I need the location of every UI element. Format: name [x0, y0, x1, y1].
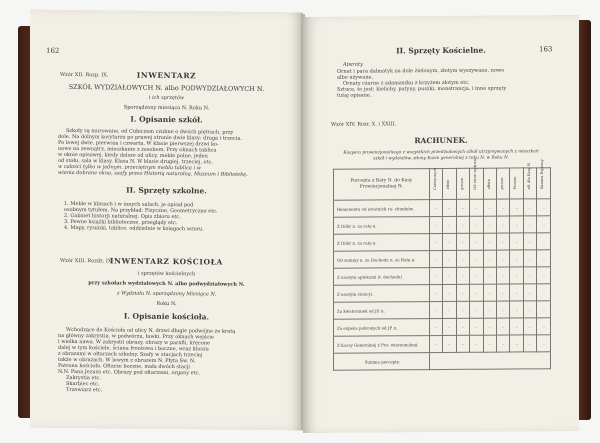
table-cell: .. — [510, 284, 523, 301]
table-cell: .. — [456, 318, 469, 335]
page-number-left: 162 — [46, 46, 60, 55]
row-label: Za expens pobranych od JP. n. — [334, 319, 430, 337]
table-cell: .. — [429, 335, 442, 352]
column-header: złł. dla Kasy N. — [523, 168, 536, 199]
table-cell: .. — [456, 199, 469, 216]
table-cell: .. — [470, 284, 483, 301]
table-cell: .. — [537, 199, 551, 216]
total-label: Summa percepty. — [334, 353, 430, 371]
inventory-subtitle: SZKÓŁ WYDZIAŁOWYCH N. albo PODWYDZIAŁOWYCH N. — [68, 82, 265, 94]
column-header: Prowiz. — [510, 168, 523, 199]
section-heading: II. Sprzęty szkolne. — [126, 185, 207, 196]
table-row — [334, 335, 551, 354]
table-cell: .. — [537, 301, 551, 318]
left-page — [30, 10, 303, 431]
table-cell: .. — [510, 301, 523, 318]
section-heading: I. Opisanie szkół. — [130, 114, 203, 125]
table-cell: .. — [443, 301, 456, 318]
paragraph-line: Po lewej dwie, pierwsza i czwarta. W klasie pierwszej drzwi ko- — [58, 139, 219, 148]
inventory-subtitle-2: i ich sprzętów — [148, 94, 185, 102]
table-row — [334, 216, 551, 235]
row-label: Z naszym aptekami (r. dochodu) — [334, 268, 430, 286]
church-subtitle-2: przy szkołach wydziałowych N. albo podwydziałowych N. — [88, 280, 245, 288]
total-cells — [429, 352, 550, 370]
table-cell: .. — [483, 250, 496, 267]
form-reference: Wzór XII. Rozp. IX. — [60, 71, 109, 79]
paragraph-line: Trzewiarz etc. — [66, 386, 103, 394]
church-inventory-title: INWENTARZ KOŚCIOŁA — [110, 256, 223, 267]
table-cell: .. — [496, 233, 509, 250]
paragraph-line: dalej w tym kościele, ściana frontowa i boczne, wraz kloszu — [58, 344, 209, 353]
row-label: Z Kassy Generalnej z Pro- wincyonalnej. — [334, 336, 430, 354]
table-cell: .. — [456, 250, 469, 267]
table-cell: .. — [429, 267, 442, 284]
column-header: Czerwonych — [429, 168, 442, 199]
paragraph-line: z obrazami w ołtarzach szkolny. Szafy w stacjach trzeciej — [58, 350, 203, 359]
inventory-title: INWENTARZ — [136, 70, 197, 81]
table-cell: .. — [537, 318, 551, 335]
table-cell: .. — [483, 233, 496, 250]
table-cell: .. — [443, 250, 456, 267]
caption-line: Kasyera prowincjonalnego z wszystkich przedziałowych szkół utrzymywanych z mieszkań — [343, 149, 539, 156]
table-cell: .. — [537, 233, 551, 250]
table-cell: .. — [470, 199, 483, 216]
church-year: Roku N. — [156, 300, 177, 308]
table-cell: .. — [496, 301, 509, 318]
table-cell: .. — [483, 301, 496, 318]
paragraph-line: Ornat i para dalmatyk na dole zielonym, złotym wyszywane, nowo — [337, 67, 505, 75]
table-cell: .. — [510, 318, 523, 335]
table-cell: .. — [523, 267, 536, 284]
column-header: Od stron wpływu — [470, 168, 483, 199]
table-cell: .. — [483, 216, 496, 233]
paragraph-line: także w obrazach. W lewym z obrazem N. Płyta Św. N. — [58, 356, 196, 365]
column-header: złłote — [443, 168, 456, 199]
table-cell: .. — [523, 233, 536, 250]
table-total-row — [334, 352, 551, 371]
table-cell: .. — [496, 267, 509, 284]
table-cell: .. — [510, 335, 523, 352]
column-header: Summa Expensy — [537, 168, 551, 199]
table-cell: .. — [429, 216, 442, 233]
paragraph-line: w oknie opisowej, kiedy dalsze od ulicy, meble polne, jeden — [58, 151, 208, 160]
section-heading: II. Sprzęty Kościelne. — [396, 45, 486, 56]
paragraph-line: dole. Na dolnym korytarzu po prawej stronie dwie klasy: druga i trzecia. — [58, 133, 242, 142]
table-cell: .. — [443, 318, 456, 335]
table-cell: .. — [470, 318, 483, 335]
table-cell: .. — [429, 284, 442, 301]
table-row — [334, 267, 551, 286]
table-cell: .. — [470, 335, 483, 352]
paragraph-line: Ornaty czarne z adamaszku z krzyżem złotym etc. — [343, 79, 470, 87]
table-cell: .. — [443, 267, 456, 284]
table-cell: .. — [523, 318, 536, 335]
table-row — [334, 301, 551, 320]
table-cell: .. — [470, 267, 483, 284]
inventory-made: Sporządzony miesiąca N. Roku N. — [123, 104, 210, 112]
list-item: 3. Pewne książki biblioteczne, przeglądy etc. — [64, 218, 178, 227]
table-cell: .. — [496, 250, 509, 267]
row-label: Z Dóbr n. za ratę n. — [334, 217, 430, 235]
table-cell: .. — [456, 216, 469, 233]
form-reference-2: Wzór XIII. Rozdz. IX. — [60, 257, 113, 265]
open-book — [18, 4, 591, 432]
table-cell: .. — [443, 284, 456, 301]
table-cell: .. — [537, 250, 551, 267]
table-cell: .. — [496, 284, 509, 301]
row-label: Od summy n. za Dochodu n. za Ratę n. — [334, 251, 430, 269]
table-cell: .. — [456, 284, 469, 301]
column-header: złłote — [483, 168, 496, 199]
table-cell: .. — [496, 216, 509, 233]
table-row — [334, 199, 551, 218]
table-cell: .. — [443, 233, 456, 250]
column-header: grosze — [456, 168, 469, 199]
table-cell: .. — [537, 335, 551, 352]
table-cell: .. — [523, 301, 536, 318]
paragraph-line: Aparaty — [343, 61, 363, 68]
table-cell: .. — [510, 233, 523, 250]
table-cell: .. — [523, 284, 536, 301]
table-cell: .. — [510, 199, 523, 216]
paragraph-line: Skarbiec etc. — [66, 380, 100, 388]
table-cell: .. — [456, 233, 469, 250]
table-cell: .. — [483, 284, 496, 301]
table-row — [334, 318, 551, 337]
caption-line: szkół i wydziałów, zdany Kasie generalnej z roku N. w Roku N. — [373, 155, 509, 162]
row-label: Za kwaterunek od JP. n. — [334, 302, 430, 320]
paragraph-line: i wielka nawa. W zakrystii obrazy, obrazy w parafii, kręcone — [58, 338, 210, 347]
paragraph-line: albo używane. — [337, 74, 374, 81]
table-cell: .. — [537, 267, 551, 284]
church-subtitle-3: z Wydziału N. sporządzony Miesiąca N. — [116, 290, 217, 298]
paragraph-line: na główny zakrystia, w podwórzu, ławki. Przy oknach wejście — [58, 332, 214, 341]
paragraph-line: nowe na zewnątrz, mieszkanie z zasobem. Przy oknach tablica — [58, 145, 217, 154]
table-cell: .. — [537, 284, 551, 301]
table-cell: .. — [456, 301, 469, 318]
form-reference: Wzór XIV. Rozr. X. i XXIII. — [331, 121, 397, 128]
paragraph-line: w całości tylko w jednym, przeciętnym meblu tablica i w — [58, 163, 201, 172]
table-cell: .. — [483, 267, 496, 284]
table-header-row — [334, 168, 551, 201]
table-cell: .. — [470, 250, 483, 267]
table-cell: .. — [443, 199, 456, 216]
row-label: Remanentu od ostatnich ra- chunków. — [334, 200, 430, 218]
table-cell: .. — [429, 233, 442, 250]
table-cell: .. — [523, 199, 536, 216]
table-cell: .. — [510, 267, 523, 284]
table-cell: .. — [429, 250, 442, 267]
table-cell: .. — [483, 199, 496, 216]
table-cell: .. — [429, 301, 442, 318]
table-cell: .. — [456, 335, 469, 352]
table-cell: .. — [510, 216, 523, 233]
table-cell: .. — [443, 216, 456, 233]
paragraph-line: Sztuce, to jest: kielichy, patyny, puszki, monstrancja, i inne sprzęty — [337, 85, 507, 93]
church-subtitle: i sprzętów kościelnych — [137, 270, 196, 278]
row-label: Z Dóbr n. za ratę n. — [334, 234, 430, 252]
account-title: RACHUNEK. — [414, 135, 468, 146]
table-header-first: Percepta z Raty N. do Kasy Prowincjonalnej N. — [334, 169, 430, 201]
paragraph-line: Patrona kościoła. Ołtarze boczne, mała dwóch stacji — [58, 362, 190, 371]
table-row — [334, 233, 551, 252]
table-cell: .. — [470, 233, 483, 250]
list-item: 4. Mapy, rysunki, tablice, oddzielnie w księgach wzoru. — [64, 224, 204, 233]
table-cell: .. — [443, 335, 456, 352]
table-cell: .. — [429, 199, 442, 216]
paragraph-line: tutaj opisane. — [337, 92, 372, 99]
table-cell: .. — [483, 335, 496, 352]
table-row — [334, 284, 551, 303]
section-heading: I. Opisanie kościoła. — [123, 311, 210, 322]
table-cell: .. — [523, 216, 536, 233]
column-header: grosze — [496, 168, 509, 199]
table-cell: .. — [483, 318, 496, 335]
paragraph-line: Wchodzące do Kościoła od ulicy N, drzwi długie podwójne ze kratą — [66, 326, 236, 335]
table-cell: .. — [470, 301, 483, 318]
paragraph-line: Zakrystia etc. — [66, 374, 101, 382]
table-cell: .. — [456, 267, 469, 284]
page-number-right: 163 — [539, 45, 553, 54]
table-cell: .. — [496, 318, 509, 335]
table-row — [334, 250, 551, 269]
right-page — [303, 15, 579, 433]
list-item: 2. Gabinet historji naturalnej. Opis zbioru etc. — [64, 212, 181, 221]
table-cell: .. — [537, 216, 551, 233]
list-item: 1. Meble w klasach i w innych salach, je opisał pod — [64, 200, 194, 209]
list-item: osobnym tytułem. Na przykład: Fizyczne, Geometryczne etc. — [64, 206, 218, 215]
table-cell: .. — [470, 216, 483, 233]
paragraph-line: od stołu, sala w klasy. Klasa N. W klasie drugiej, trzeciej, etc. — [58, 157, 213, 166]
table-cell: .. — [523, 335, 536, 352]
table-cell: .. — [496, 335, 509, 352]
paragraph-line: wienia dobrane okna, szafy przez Historią naturalną, Muzeum i Bibliotekę. — [58, 169, 248, 178]
paragraph-line: Szkoły są murowane, od Cubiczem czubne o dwóch piętrach, przy — [66, 127, 234, 136]
table-cell: .. — [496, 199, 509, 216]
table-cell: .. — [429, 318, 442, 335]
row-label: Z naszym stancyi. — [334, 285, 430, 303]
table-cell: .. — [510, 250, 523, 267]
table-cell: .. — [523, 250, 536, 267]
paragraph-line: N.N. Pana Jezusa etc. Obrazy pod ołtarzami, organy etc. — [58, 368, 201, 377]
